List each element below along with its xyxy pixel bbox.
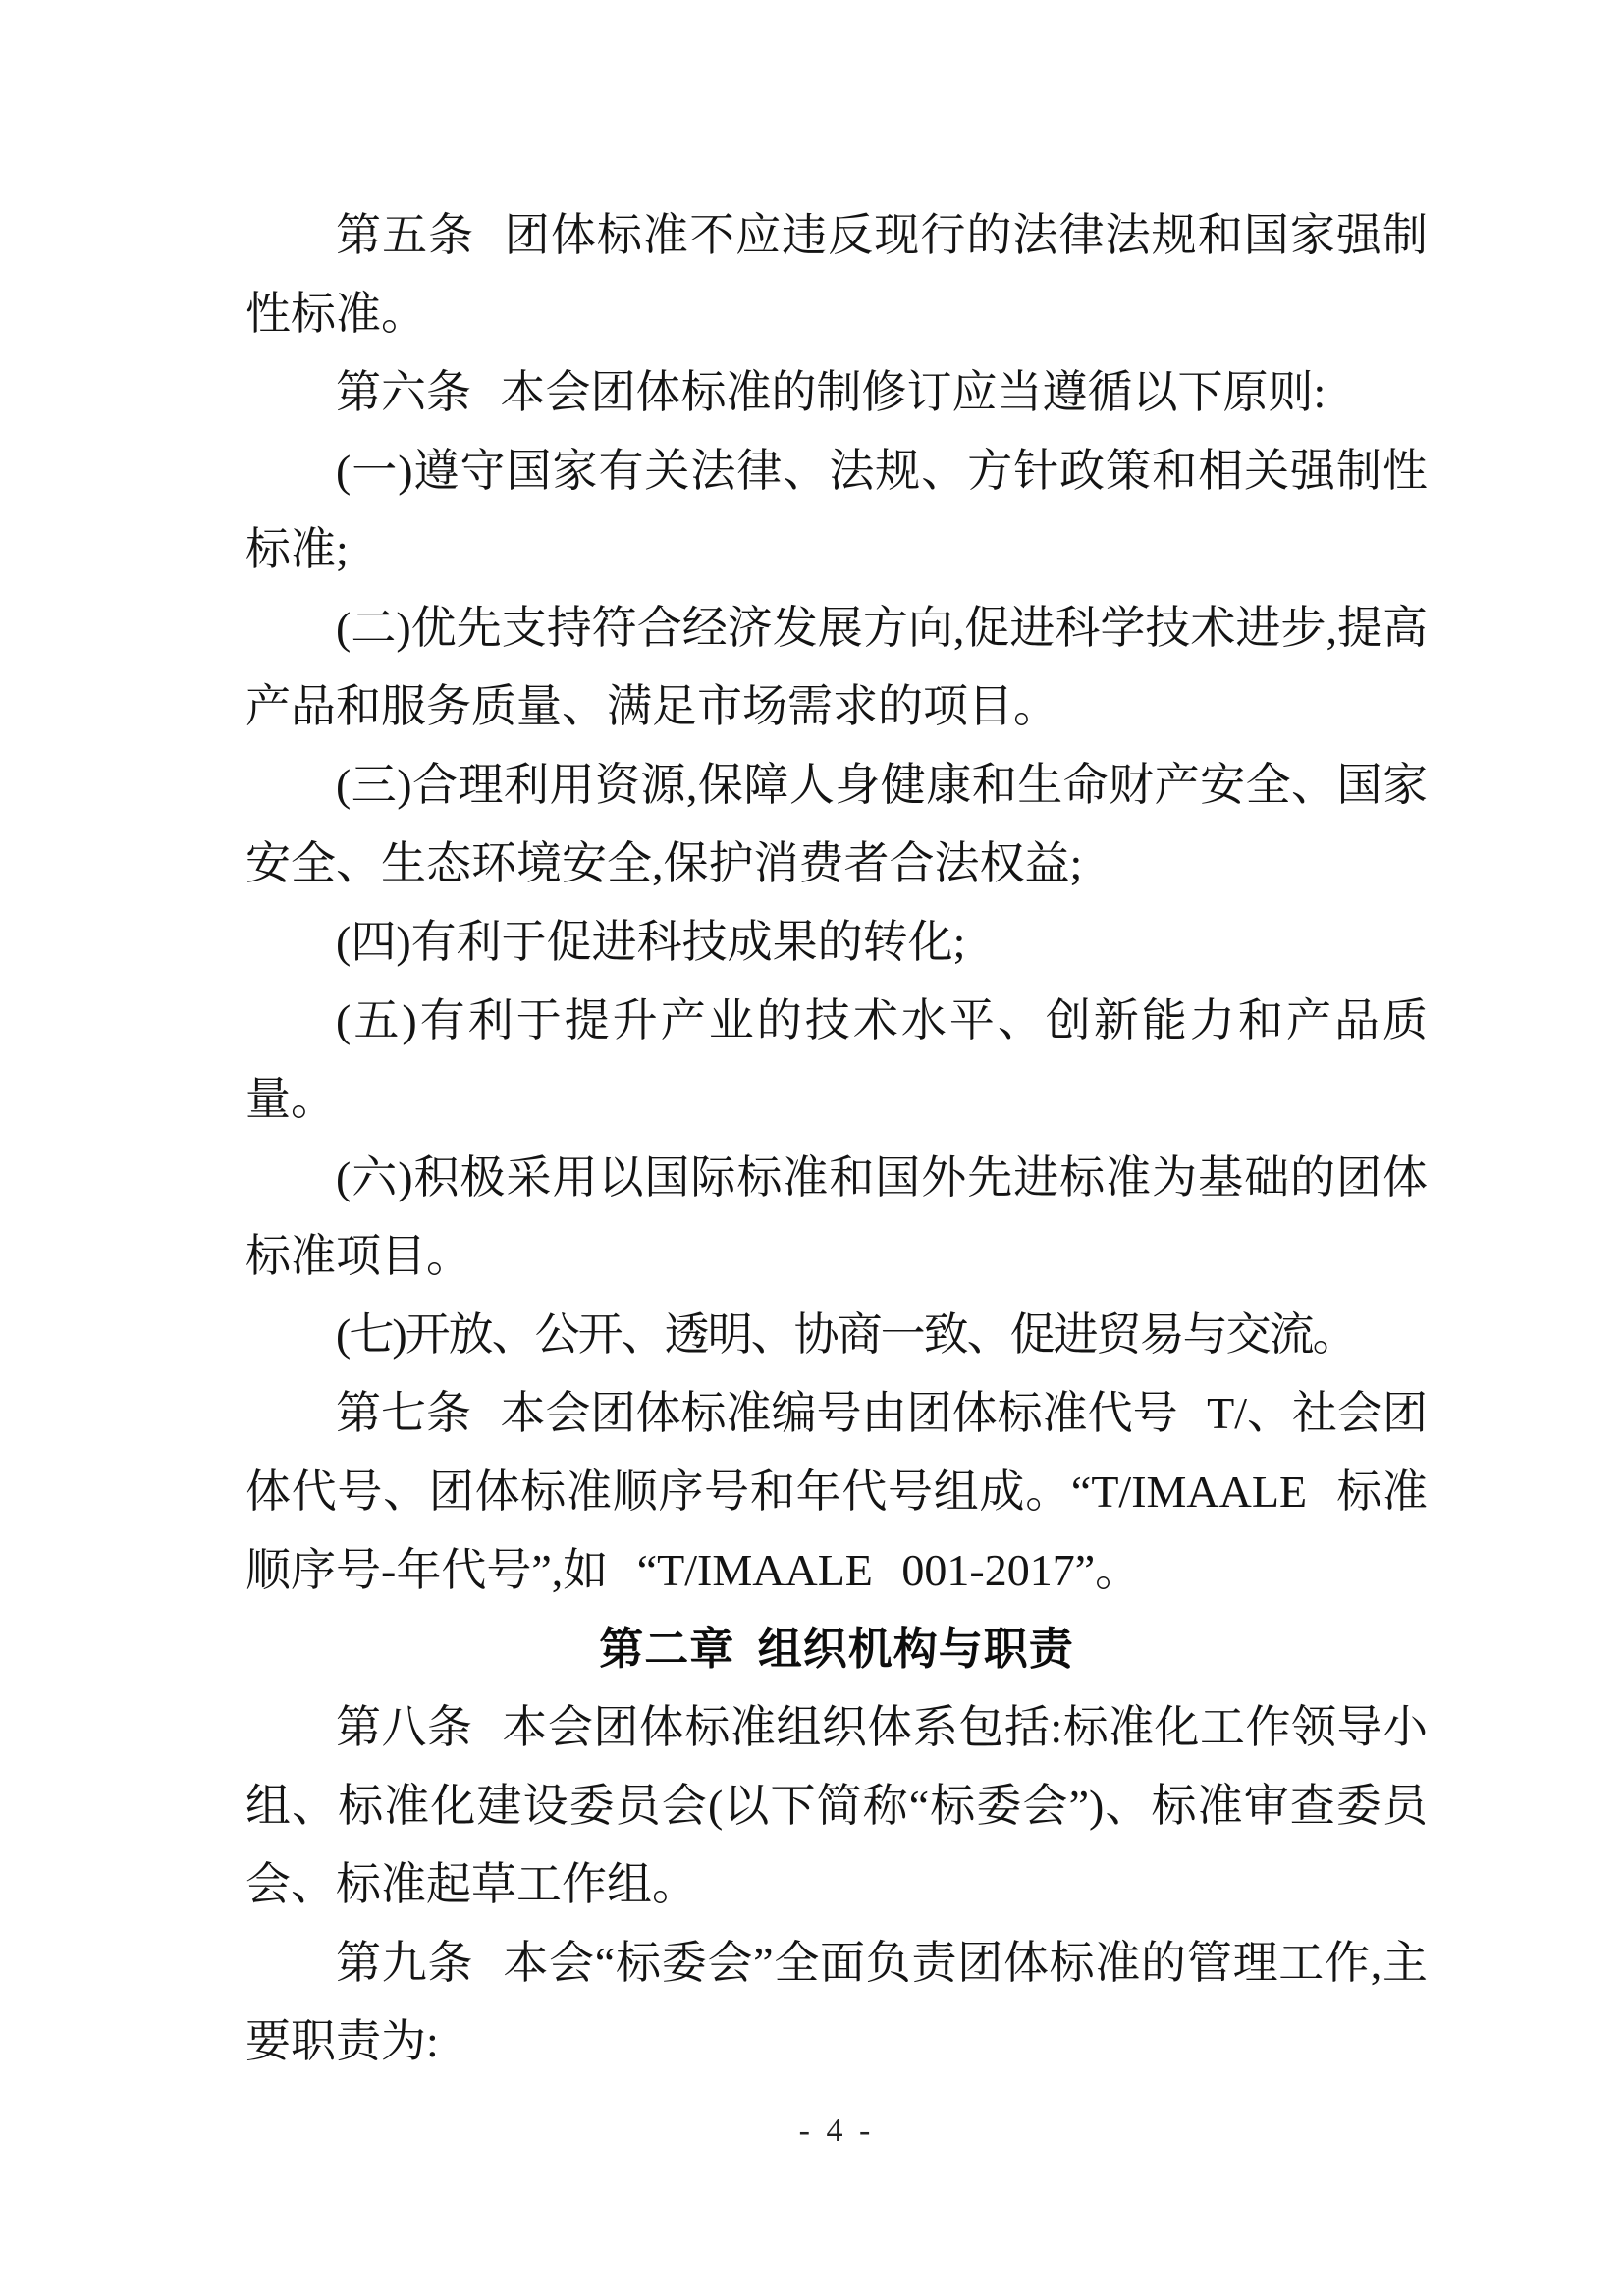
paragraph-article-8: 第八条 本会团体标准组织体系包括:标准化工作领导小组、标准化建设委员会(以下简称“标委会”)、标准审查委员会、标准起草工作组。	[245, 1702, 1428, 1909]
paragraph-principle-5: (五)有利于提升产业的技术水平、创新能力和产品质量。	[245, 995, 1428, 1124]
paragraph-principle-3: (三)合理利用资源,保障人身健康和生命财产安全、国家安全、生态环境安全,保护消费者合法权益;	[245, 760, 1428, 888]
paragraph-article-5: 第五条 团体标准不应违反现行的法律法规和国家强制性标准。	[245, 210, 1428, 339]
paragraph-principle-2: (二)优先支持符合经济发展方向,促进科学技术进步,提高产品和服务质量、满足市场需求的项目。	[245, 603, 1428, 731]
paragraph-principle-1: (一)遵守国家有关法律、法规、方针政策和相关强制性标准;	[245, 446, 1428, 574]
document-body	[245, 196, 1428, 2081]
paragraph-principle-4: (四)有利于促进科技成果的转化;	[336, 917, 966, 967]
paragraph-principle-7: (七)开放、公开、透明、协商一致、促进贸易与交流。	[336, 1309, 1356, 1360]
paragraph-article-6: 第六条 本会团体标准的制修订应当遵循以下原则:	[336, 367, 1326, 417]
paragraph-principle-6: (六)积极采用以国际标准和国外先进标准为基础的团体标准项目。	[245, 1152, 1428, 1281]
paragraph-article-9: 第九条 本会“标委会”全面负责团体标准的管理工作,主要职责为:	[245, 1938, 1428, 2066]
page-number: - 4 -	[798, 2112, 875, 2149]
chapter-2-heading: 第二章 组织机构与职责	[599, 1624, 1074, 1674]
page-footer	[245, 2112, 1428, 2150]
paragraph-article-7: 第七条 本会团体标准编号由团体标准代号 T/、社会团体代号、团体标准顺序号和年代号组成。“T/IMAALE 标准顺序号-年代号”,如 “T/IMAALE 001-2017”。	[245, 1388, 1428, 1595]
